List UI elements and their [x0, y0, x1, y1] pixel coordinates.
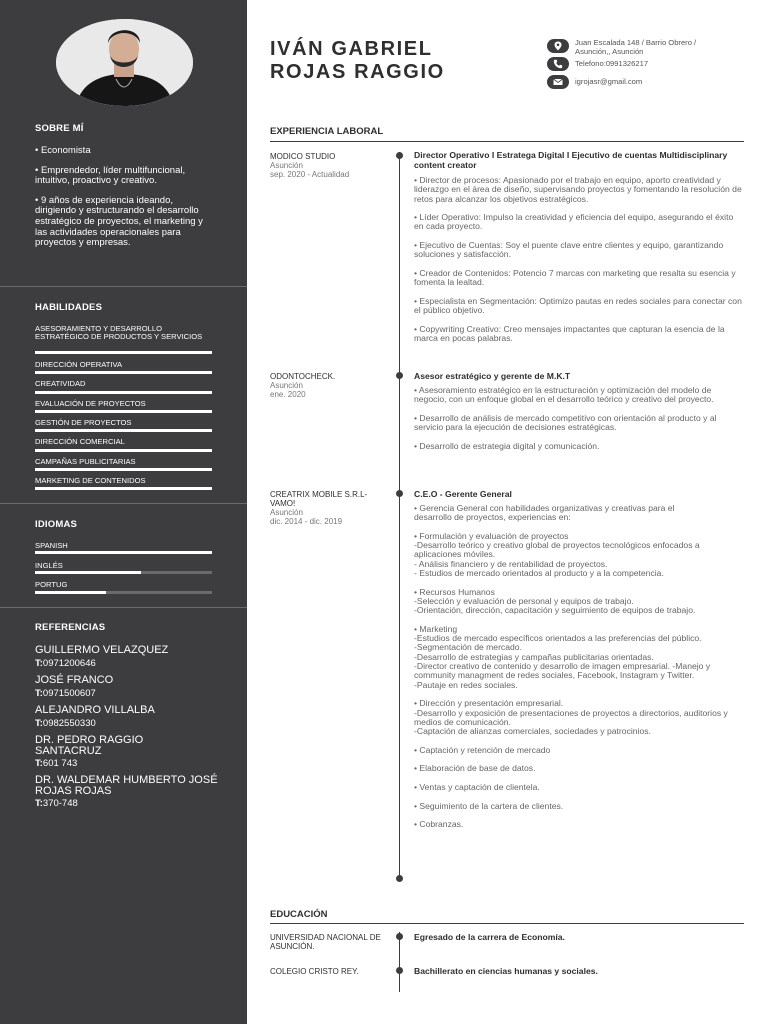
job-company: ODONTOCHECK.: [270, 372, 336, 381]
language-bar-fill: [35, 551, 212, 554]
experience-timeline: [399, 152, 400, 879]
skill-bar: [35, 429, 212, 432]
skill-bar-fill: [35, 487, 212, 490]
language-label: INGLÉS: [35, 561, 63, 570]
skill-bar-fill: [35, 429, 212, 432]
reference-phone: [35, 658, 96, 669]
location-icon: [547, 39, 569, 53]
address-line-2: Asunción,, Asunción: [575, 47, 644, 57]
skill-bar: [35, 371, 212, 374]
skill-bar: [35, 410, 212, 413]
skill-bar-fill: [35, 468, 212, 471]
skill-label: DIRECCIÓN OPERATIVA: [35, 360, 123, 369]
experience-rule: [270, 141, 744, 142]
reference-name: JOSÉ FRANCO: [35, 674, 114, 686]
education-degree: Bachillerato en ciencias humanas y sociales.: [414, 966, 598, 976]
reference-name: DR. PEDRO RAGGIO SANTACRUZ: [35, 734, 144, 757]
reference-name: ALEJANDRO VILLALBA: [35, 704, 155, 716]
job-dates: ene. 2020: [270, 390, 306, 399]
tel-prefix: T:: [35, 688, 43, 699]
skill-bar: [35, 449, 212, 452]
references-title: REFERENCIAS: [35, 622, 106, 633]
language-bar: [35, 571, 212, 574]
address-line-1: Juan Escalada 148 / Barrio Obrero /: [575, 38, 697, 47]
job-location: Asunción: [270, 381, 303, 390]
timeline-dot: [396, 372, 403, 379]
timeline-dot: [396, 967, 403, 974]
education-title: EDUCACIÓN: [270, 909, 328, 920]
job-company-block: [270, 490, 390, 526]
job-company: MODICO STUDIO: [270, 152, 336, 161]
skills-title: HABILIDADES: [35, 302, 103, 313]
reference-phone: [35, 688, 96, 699]
skill-bar-fill: [35, 449, 212, 452]
education-institution: COLEGIO CRISTO REY.: [270, 967, 359, 976]
about-section: [35, 146, 215, 258]
experience-title: EXPERIENCIA LABORAL: [270, 126, 384, 137]
reference-phone: [35, 758, 77, 769]
job-description: • Gerencia General con habilidades organizativas y creativas para el desarrollo de proyectos, experiencias en: • Formulación y evaluación de proyectos -Desarrollo teórico y creativo global de proyectos tecnológicos enfocados a aplicaciones móviles. - Análisis financiero y de rentabilidad de proyectos. - Estudios de mercado orientados al producto y a la competencia. • Recursos Humanos -Selección y evaluación de personal y equipos de trabajo. -Orientación, dirección, capacitación y seguimiento de equipos de trabajo. • Marketing -Estudios de mercado específicos orientados a las preferencias del público. -Segmentación de mercado. -Desarrollo de estrategias y campañas publicitarias orientadas. -Director creativo de contenido y desarrollo de imagen empresarial. -Manejo y community managment de redes sociales, Facebook, Instagram y Twitter. -Pautaje en redes sociales. • Dirección y presentación empresarial. -Desarrollo y exposición de presentaciones de proyectos a directorios, auditorios y medios de comunicación. -Captación de alianzas comerciales, sociedades y patrocinios. • Captación y retención de mercado • Elaboración de base de datos. • Ventas y captación de clientela. • Seguimiento de la cartera de clientes. • Cobranzas.: [414, 503, 728, 830]
education-degree: Egresado de la carrera de Economía.: [414, 932, 565, 942]
education-institution: UNIVERSIDAD NACIONAL DE ASUNCIÓN.: [270, 933, 381, 951]
contact-email: igrojasr@gmail.com: [575, 77, 643, 86]
education-timeline: [399, 932, 400, 992]
name-line-1: IVÁN GABRIEL: [270, 38, 433, 60]
phone-icon: [547, 57, 569, 71]
person-silhouette-icon: [56, 19, 193, 106]
skill-bar-fill: [35, 410, 212, 413]
sidebar: [0, 0, 247, 1024]
skill-label: CAMPAÑAS PUBLICITARIAS: [35, 457, 136, 466]
name-line-2: ROJAS RAGGIO: [270, 61, 445, 83]
language-label: SPANISH: [35, 541, 68, 550]
skill-label: CREATIVIDAD: [35, 379, 86, 388]
sidebar-divider: [0, 607, 247, 608]
job-location: Asunción: [270, 161, 303, 170]
job-location: Asunción: [270, 508, 303, 517]
skill-bar: [35, 391, 212, 394]
contact-phone: Telefono:0991326217: [575, 59, 649, 68]
reference-tel-value: 0971500607: [42, 688, 96, 699]
contact-address: [575, 38, 696, 57]
tel-prefix: T:: [35, 718, 43, 729]
language-label: PORTUG: [35, 580, 68, 589]
skill-label: GESTIÓN DE PROYECTOS: [35, 418, 132, 427]
skill-bar-fill: [35, 391, 212, 394]
skill-label: DIRECCIÓN COMERCIAL: [35, 437, 125, 446]
tel-prefix: T:: [35, 758, 43, 769]
full-name: [270, 38, 445, 84]
job-description: • Director de procesos: Apasionado por el trabajo en equipo, aporto creatividad y liderazgo en el área de diseño, supervisando proyectos y fomentando la resolución de retos para alcanzar los objetivos estratégicos. • Líder Operativo: Impulso la creatividad y eficiencia del equipo, asegurando el éxito en cada proyecto. • Ejecutivo de Cuentas: Soy el puente clave entre clientes y equipo, garantizando soluciones y satisfacción. • Creador de Contenidos: Potencio 7 marcas con marketing que resalta su esencia y fomenta la lealtad. • Especialista en Segmentación: Optimizo pautas en redes sociales para conectar con el público objetivo. • Copywriting Creativo: Creo mensajes impactantes que capturan la esencia de la marca en pocas palabras.: [414, 175, 742, 344]
skill-bar-fill: [35, 351, 212, 354]
skill-label: ASESORAMIENTO Y DESARROLLO ESTRATÉGICO DE PRODUCTOS Y SERVICIOS: [35, 324, 203, 342]
skill-bar: [35, 468, 212, 471]
about-title: SOBRE MÍ: [35, 123, 84, 134]
reference-tel-value: 0982550330: [42, 718, 96, 729]
job-company-block: [270, 152, 390, 179]
reference-tel-value: 601 743: [42, 758, 78, 769]
skill-label: EVALUACIÓN DE PROYECTOS: [35, 399, 146, 408]
sidebar-divider: [0, 286, 247, 287]
job-role: Asesor estratégico y gerente de M.K.T: [414, 371, 571, 381]
skill-bar: [35, 351, 212, 354]
reference-tel-value: 0971200646: [42, 658, 96, 669]
about-item: • 9 años de experiencia ideando, dirigiendo y estructurando el desarrollo estratégico de proyectos, el marketing y las actividades operacionales para proyectos y empresas.: [35, 194, 203, 249]
tel-prefix: T:: [35, 658, 43, 669]
reference-phone: [35, 798, 78, 809]
reference-name: DR. WALDEMAR HUMBERTO JOSÉ ROJAS ROJAS: [35, 774, 218, 797]
skill-bar-fill: [35, 371, 212, 374]
job-company-block: [270, 372, 390, 399]
reference-name: GUILLERMO VELAZQUEZ: [35, 644, 169, 656]
timeline-dot: [396, 933, 403, 940]
job-dates: dic. 2014 - dic. 2019: [270, 517, 343, 526]
profile-photo: [56, 19, 193, 106]
skill-label: MARKETING DE CONTENIDOS: [35, 476, 146, 485]
language-bar-fill: [35, 571, 141, 574]
tel-prefix: T:: [35, 798, 43, 809]
skill-bar: [35, 487, 212, 490]
reference-phone: [35, 718, 96, 729]
about-item: • Emprendedor, líder multifuncional, intuitivo, proactivo y creativo.: [35, 164, 186, 187]
timeline-end-dot: [396, 875, 403, 882]
language-bar-fill: [35, 591, 106, 594]
timeline-dot: [396, 490, 403, 497]
reference-tel-value: 370-748: [42, 798, 78, 809]
education-rule: [270, 923, 744, 924]
language-bar: [35, 551, 212, 554]
language-bar: [35, 591, 212, 594]
languages-title: IDIOMAS: [35, 519, 78, 530]
sidebar-divider: [0, 503, 247, 504]
job-role: C.E.O - Gerente General: [414, 489, 512, 499]
email-icon: [547, 75, 569, 89]
job-company: CREATRIX MOBILE S.R.L- VAMO!: [270, 490, 368, 508]
job-role: Director Operativo I Estratega Digital I Ejecutivo de cuentas Multidisciplinary content creator: [414, 150, 728, 170]
timeline-dot: [396, 152, 403, 159]
about-item: • Economista: [35, 145, 91, 156]
job-description: • Asesoramiento estratégico en la estructuración y optimización del modelo de negocio, con un enfoque global en el desarrollo teórico y creativo del proyecto. • Desarrollo de análisis de mercado competitivo con orientación al producto y al servicio para la ejecución de decisiones estratégicas. • Desarrollo de estrategia digital y comunicación.: [414, 385, 717, 451]
job-dates: sep. 2020 - Actualidad: [270, 170, 350, 179]
